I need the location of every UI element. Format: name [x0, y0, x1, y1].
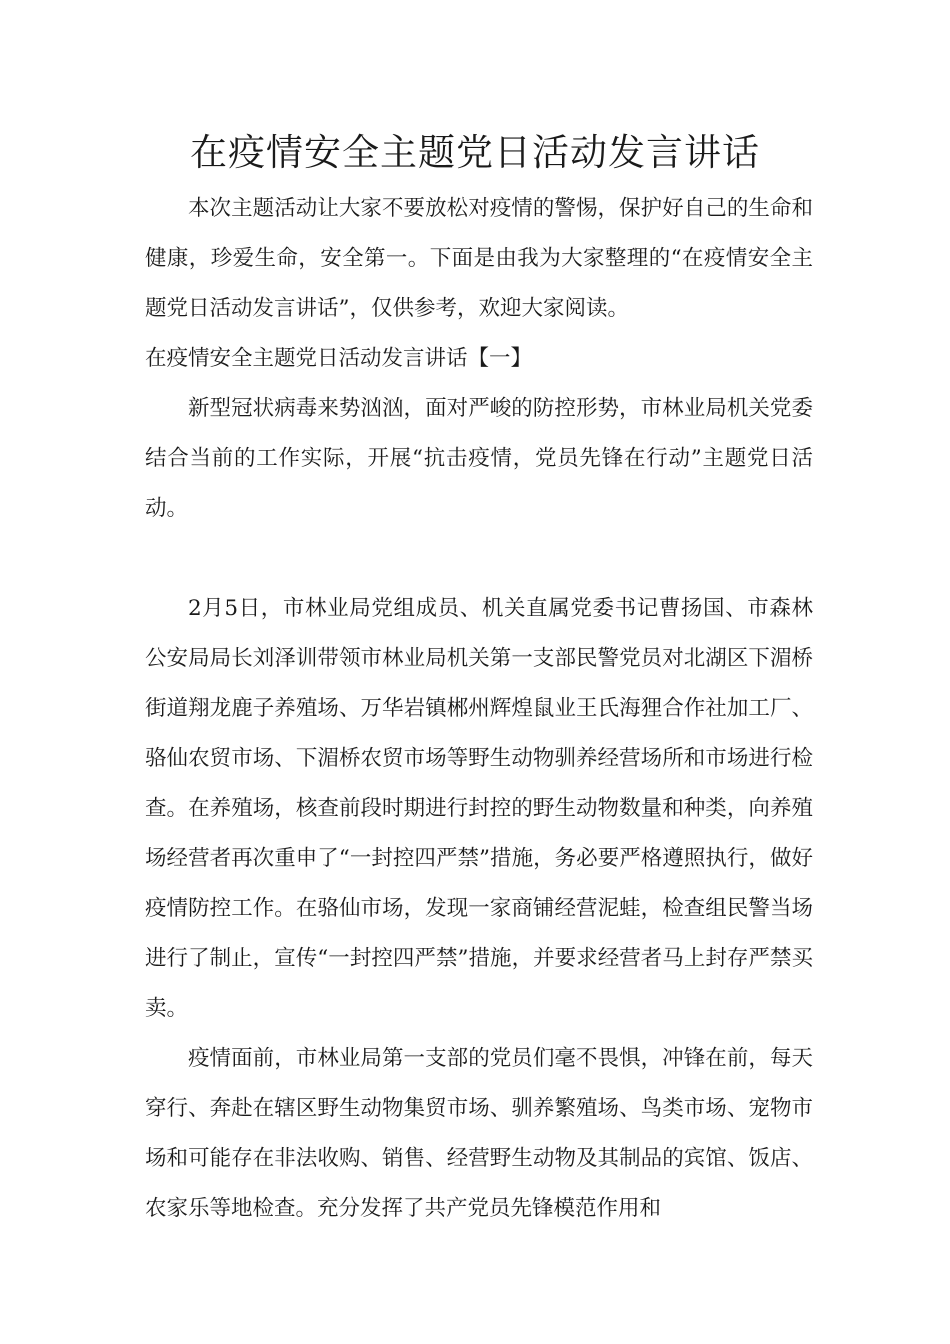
intro-paragraph: 本次主题活动让大家不要放松对疫情的警惕，保护好自己的生命和健康，珍爱生命，安全第一。下面是由我为大家整理的“在疫情安全主题党日活动发言讲话”，仅供参考，欢迎大家阅读。 — [145, 196, 813, 321]
body-paragraph-3: 疫情面前，市林业局第一支部的党员们毫不畏惧，冲锋在前，每天穿行、奔赴在辖区野生动物集贸市场、驯养繁殖场、鸟类市场、宠物市场和可能存在非法收购、销售、经营野生动物及其制品的宾馆、饭店、农家乐等地检查。充分发挥了共产党员先锋模范作用和 — [145, 1046, 813, 1221]
body-paragraph-1: 新型冠状病毒来势汹汹，面对严峻的防控形势，市林业局机关党委结合当前的工作实际，开展“抗击疫情，党员先锋在行动”主题党日活动。 — [145, 396, 813, 521]
section-heading: 在疫情安全主题党日活动发言讲话【一】 — [145, 346, 533, 371]
document-title: 在疫情安全主题党日活动发言讲话 — [190, 131, 760, 174]
blank-line — [145, 534, 813, 584]
document-body — [145, 184, 813, 1234]
body-paragraph-2: 2月5日，市林业局党组成员、机关直属党委书记曹扬国、市森林公安局局长刘泽训带领市林业局机关第一支部民警党员对北湖区下湄桥街道翔龙鹿子养殖场、万华岩镇郴州辉煌鼠业王氏海狸合作社加工厂、骆仙农贸市场、下湄桥农贸市场等野生动物驯养经营场所和市场进行检查。在养殖场，核查前段时期进行封控的野生动物数量和种类，向养殖场经营者再次重申了“一封控四严禁”措施，务必要严格遵照执行，做好疫情防控工作。在骆仙市场，发现一家商铺经营泥蛙，检查组民警当场进行了制止，宣传“一封控四严禁”措施，并要求经营者马上封存严禁买卖。 — [145, 596, 813, 1021]
